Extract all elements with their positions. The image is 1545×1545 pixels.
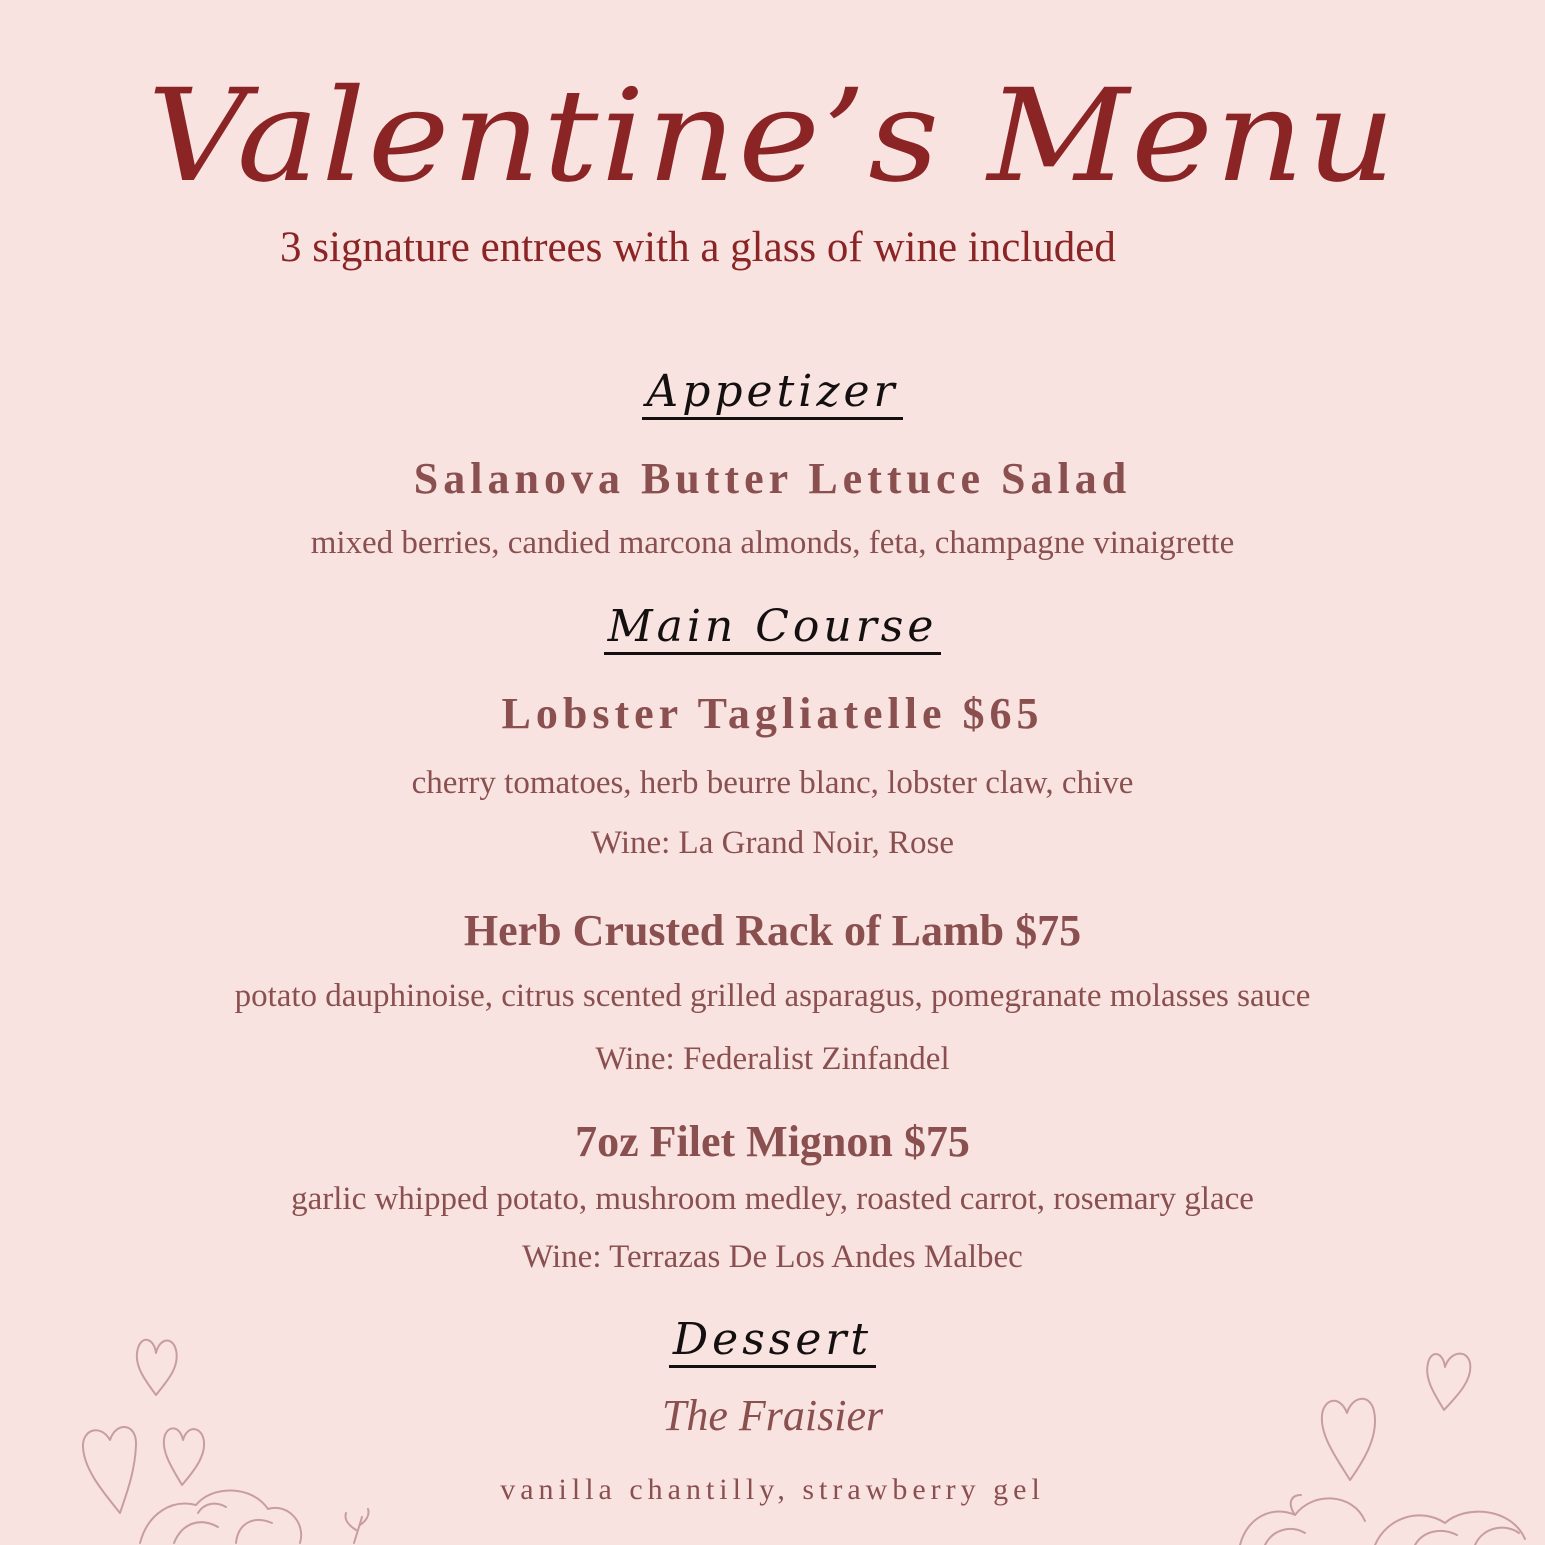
wine-pairing-lamb: Wine: Federalist Zinfandel — [595, 1041, 950, 1077]
dish-name-lobster: Lobster Tagliatelle $65 — [501, 689, 1044, 738]
main-course-heading-text: Main Course — [604, 604, 942, 655]
dish-name-filet: 7oz Filet Mignon $75 — [575, 1117, 970, 1166]
menu-subtitle: 3 signature entrees with a glass of wine included — [280, 224, 1116, 271]
section-heading-appetizer — [0, 364, 1545, 420]
section-heading-main-course — [0, 599, 1545, 655]
dish-description-salad: mixed berries, candied marcona almonds, feta, champagne vinaigrette — [310, 525, 1235, 561]
appetizer-heading-text: Appetizer — [642, 369, 902, 420]
dessert-heading-text: Dessert — [669, 1317, 876, 1368]
dish-description-lamb: potato dauphinoise, citrus scented grilled asparagus, pomegranate molasses sauce — [234, 978, 1311, 1014]
dish-description-lobster: cherry tomatoes, herb beurre blanc, lobster claw, chive — [411, 765, 1134, 801]
dessert-name: The Fraisier — [661, 1391, 884, 1440]
dish-description-filet: garlic whipped potato, mushroom medley, roasted carrot, rosemary glace — [291, 1181, 1254, 1217]
wine-pairing-filet: Wine: Terrazas De Los Andes Malbec — [522, 1239, 1023, 1275]
section-heading-dessert — [0, 1312, 1545, 1368]
dish-name-salad: Salanova Butter Lettuce Salad — [413, 454, 1132, 503]
dish-name-lamb: Herb Crusted Rack of Lamb $75 — [463, 906, 1082, 955]
menu-title: Valentine’s Menu — [147, 62, 1398, 211]
wine-pairing-lobster: Wine: La Grand Noir, Rose — [591, 825, 954, 861]
dessert-description: vanilla chantilly, strawberry gel — [500, 1473, 1045, 1506]
